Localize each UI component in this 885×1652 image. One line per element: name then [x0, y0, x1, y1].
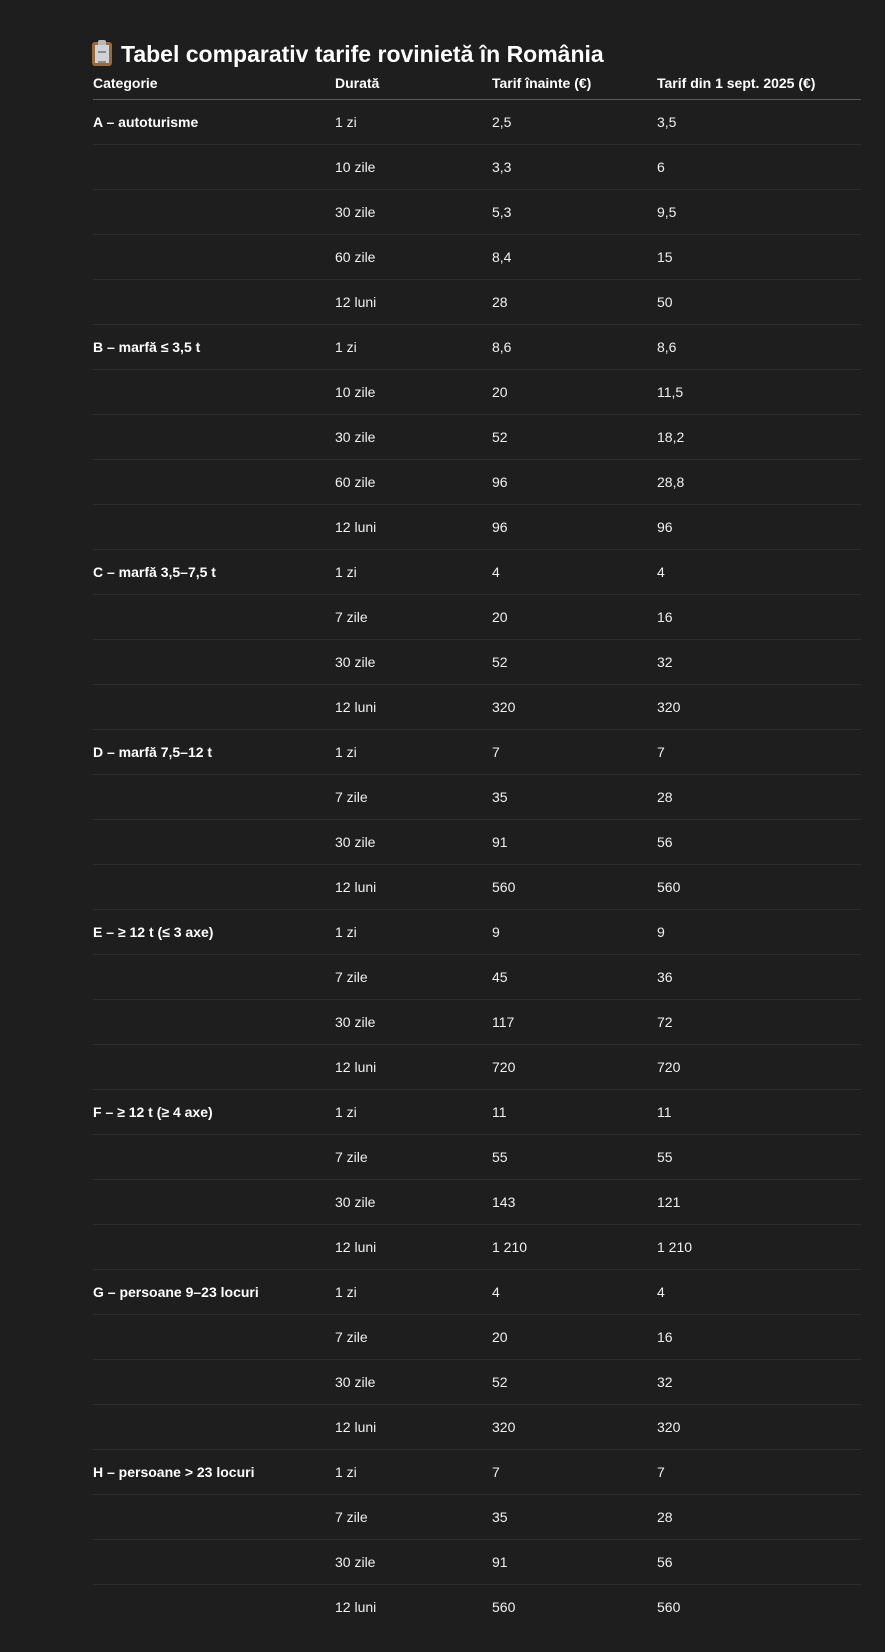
new-tariff-cell: 3,5	[657, 114, 677, 130]
old-tariff-cell: 28	[492, 280, 657, 325]
old-tariff-cell: 4	[492, 1270, 657, 1315]
column-header-category: Categorie	[93, 67, 335, 100]
duration-cell: 10 zile	[335, 370, 492, 415]
old-tariff-cell: 11	[492, 1090, 657, 1135]
duration-cell: 1 zi	[335, 910, 492, 955]
table-row	[93, 685, 861, 730]
category-cell	[93, 415, 335, 460]
category-cell	[93, 235, 335, 280]
table-row	[93, 1045, 861, 1090]
old-tariff-cell: 20	[492, 1315, 657, 1360]
duration-cell: 30 zile	[335, 190, 492, 235]
table-row	[93, 145, 861, 190]
category-cell	[93, 145, 335, 190]
old-tariff-cell: 8,6	[492, 325, 657, 370]
table-row	[93, 415, 861, 460]
table-row	[93, 1270, 861, 1315]
table-row	[93, 1585, 861, 1630]
old-tariff-cell: 5,3	[492, 190, 657, 235]
table-row	[93, 370, 861, 415]
table-row	[93, 1135, 861, 1180]
new-tariff-cell: 36	[657, 955, 861, 1000]
category-cell	[93, 955, 335, 1000]
new-tariff-cell: 16	[657, 1315, 861, 1360]
duration-cell: 7 zile	[335, 1495, 492, 1540]
duration-cell: 12 luni	[335, 280, 492, 325]
category-cell	[93, 370, 335, 415]
duration-cell: 30 zile	[335, 415, 492, 460]
old-tariff-cell: 7	[492, 1450, 657, 1495]
new-tariff-cell: 32	[657, 1360, 861, 1405]
duration-cell: 7 zile	[335, 1315, 492, 1360]
new-tariff-cell: 4	[657, 550, 861, 595]
new-tariff-cell: 560	[657, 1585, 861, 1630]
old-tariff-cell: 320	[492, 1405, 657, 1450]
duration-cell: 12 luni	[335, 1045, 492, 1090]
new-tariff-cell: 11	[657, 1090, 861, 1135]
duration-cell: 30 zile	[335, 1360, 492, 1405]
category-cell	[93, 1315, 335, 1360]
old-tariff-cell: 4	[492, 550, 657, 595]
duration-cell: 12 luni	[335, 1225, 492, 1270]
column-header-duration: Durată	[335, 67, 492, 100]
duration-cell: 12 luni	[335, 505, 492, 550]
old-tariff-cell: 20	[492, 595, 657, 640]
category-cell	[93, 1405, 335, 1450]
tariff-comparison-table	[93, 67, 861, 1629]
new-tariff-cell: 8,6	[657, 325, 861, 370]
table-row	[93, 1315, 861, 1360]
duration-cell: 12 luni	[335, 1585, 492, 1630]
category-cell	[93, 865, 335, 910]
table-row	[93, 1180, 861, 1225]
new-tariff-cell: 7	[657, 730, 861, 775]
table-row	[93, 505, 861, 550]
new-tariff-cell: 72	[657, 1000, 861, 1045]
duration-cell: 1 zi	[335, 1450, 492, 1495]
duration-cell: 12 luni	[335, 1405, 492, 1450]
new-tariff-cell: 560	[657, 865, 861, 910]
old-tariff-cell: 52	[492, 640, 657, 685]
duration-cell: 60 zile	[335, 235, 492, 280]
table-row	[93, 595, 861, 640]
duration-cell: 30 zile	[335, 820, 492, 865]
table-row	[93, 1090, 861, 1135]
old-tariff-cell: 8,4	[492, 235, 657, 280]
category-cell: C – marfă 3,5–7,5 t	[93, 550, 335, 595]
old-tariff-cell: 3,3	[492, 145, 657, 190]
category-cell	[93, 460, 335, 505]
new-tariff-cell: 9	[657, 910, 861, 955]
duration-cell: 30 zile	[335, 640, 492, 685]
duration-cell: 1 zi	[335, 730, 492, 775]
old-tariff-cell: 35	[492, 775, 657, 820]
category-cell: G – persoane 9–23 locuri	[93, 1270, 335, 1315]
new-tariff-cell: 32	[657, 640, 861, 685]
old-tariff-cell: 91	[492, 1540, 657, 1585]
category-cell	[93, 820, 335, 865]
duration-cell: 30 zile	[335, 1000, 492, 1045]
new-tariff-cell: 28,8	[657, 460, 861, 505]
old-tariff-cell: 1 210	[492, 1225, 657, 1270]
old-tariff-cell: 20	[492, 370, 657, 415]
category-cell	[93, 1360, 335, 1405]
new-tariff-cell: 320	[657, 1405, 861, 1450]
table-body	[93, 100, 861, 1630]
table-row	[93, 1405, 861, 1450]
old-tariff-cell: 720	[492, 1045, 657, 1090]
new-tariff-cell: 121	[657, 1180, 861, 1225]
category-cell	[93, 1180, 335, 1225]
old-tariff-cell: 96	[492, 505, 657, 550]
category-cell	[93, 1495, 335, 1540]
table-row	[93, 730, 861, 775]
duration-cell: 10 zile	[335, 145, 492, 190]
old-tariff-cell: 117	[492, 1000, 657, 1045]
old-tariff-cell: 52	[492, 1360, 657, 1405]
new-tariff-cell: 55	[657, 1135, 861, 1180]
new-tariff-cell: 56	[657, 1540, 861, 1585]
column-header-new-tariff: Tarif din 1 sept. 2025 (€)	[657, 67, 861, 100]
category-cell	[93, 595, 335, 640]
new-tariff-cell: 28	[657, 1495, 861, 1540]
new-tariff-cell: 28	[657, 775, 861, 820]
duration-cell: 30 zile	[335, 1540, 492, 1585]
duration-cell: 7 zile	[335, 1135, 492, 1180]
table-row	[93, 1540, 861, 1585]
header-row	[93, 67, 861, 100]
column-header-old-tariff: Tarif înainte (€)	[492, 67, 657, 100]
old-tariff-cell: 55	[492, 1135, 657, 1180]
page-title-text: Tabel comparativ tarife rovinietă în România	[121, 40, 604, 67]
category-cell	[93, 1000, 335, 1045]
table-row	[93, 1360, 861, 1405]
category-cell	[93, 685, 335, 730]
old-tariff-cell: 320	[492, 685, 657, 730]
new-tariff-cell: 6	[657, 145, 861, 190]
category-cell: E – ≥ 12 t (≤ 3 axe)	[93, 910, 335, 955]
new-tariff-cell: 15	[657, 235, 861, 280]
duration-cell: 30 zile	[335, 1180, 492, 1225]
new-tariff-cell: 96	[657, 505, 861, 550]
category-cell	[93, 1585, 335, 1630]
clipboard-icon	[92, 42, 112, 66]
duration-cell: 7 zile	[335, 775, 492, 820]
category-cell	[93, 505, 335, 550]
table-row	[93, 280, 861, 325]
category-cell	[93, 640, 335, 685]
table-row	[93, 1225, 861, 1270]
table-row	[93, 235, 861, 280]
new-tariff-cell: 18,2	[657, 415, 861, 460]
new-tariff-cell: 56	[657, 820, 861, 865]
category-cell: D – marfă 7,5–12 t	[93, 730, 335, 775]
category-cell: B – marfă ≤ 3,5 t	[93, 325, 335, 370]
duration-cell: 1 zi	[335, 1270, 492, 1315]
table-row	[93, 190, 861, 235]
new-tariff-cell: 7	[657, 1450, 861, 1495]
old-tariff-cell: 91	[492, 820, 657, 865]
old-tariff-cell: 2,5	[492, 114, 512, 130]
category-cell	[93, 1540, 335, 1585]
table-row	[93, 460, 861, 505]
category-cell	[93, 775, 335, 820]
new-tariff-cell: 50	[657, 280, 861, 325]
category-cell: A – autoturisme	[93, 114, 199, 130]
duration-cell: 1 zi	[335, 1090, 492, 1135]
duration-cell: 1 zi	[335, 550, 492, 595]
table-header	[93, 67, 861, 100]
old-tariff-cell: 45	[492, 955, 657, 1000]
new-tariff-cell: 11,5	[657, 370, 861, 415]
category-cell	[93, 280, 335, 325]
old-tariff-cell: 143	[492, 1180, 657, 1225]
duration-cell: 12 luni	[335, 865, 492, 910]
new-tariff-cell: 4	[657, 1270, 861, 1315]
old-tariff-cell: 560	[492, 865, 657, 910]
table-row	[93, 550, 861, 595]
table-row	[93, 955, 861, 1000]
table-row	[93, 640, 861, 685]
new-tariff-cell: 16	[657, 595, 861, 640]
table-row	[93, 1495, 861, 1540]
duration-cell: 7 zile	[335, 595, 492, 640]
table-row	[93, 1000, 861, 1045]
table-row	[93, 775, 861, 820]
category-cell	[93, 1045, 335, 1090]
old-tariff-cell: 52	[492, 415, 657, 460]
table-row	[93, 100, 861, 145]
new-tariff-cell: 1 210	[657, 1225, 861, 1270]
duration-cell: 7 zile	[335, 955, 492, 1000]
duration-cell: 1 zi	[335, 325, 492, 370]
category-cell: H – persoane > 23 locuri	[93, 1450, 335, 1495]
category-cell	[93, 190, 335, 235]
new-tariff-cell: 9,5	[657, 190, 861, 235]
duration-cell: 12 luni	[335, 685, 492, 730]
duration-cell: 1 zi	[335, 114, 357, 130]
old-tariff-cell: 96	[492, 460, 657, 505]
new-tariff-cell: 320	[657, 685, 861, 730]
old-tariff-cell: 35	[492, 1495, 657, 1540]
table-row	[93, 865, 861, 910]
table-row	[93, 910, 861, 955]
table-row	[93, 325, 861, 370]
old-tariff-cell: 7	[492, 730, 657, 775]
category-cell: F – ≥ 12 t (≥ 4 axe)	[93, 1090, 335, 1135]
new-tariff-cell: 720	[657, 1045, 861, 1090]
category-cell	[93, 1225, 335, 1270]
table-row	[93, 820, 861, 865]
table-row	[93, 1450, 861, 1495]
category-cell	[93, 1135, 335, 1180]
duration-cell: 60 zile	[335, 460, 492, 505]
old-tariff-cell: 560	[492, 1585, 657, 1630]
old-tariff-cell: 9	[492, 910, 657, 955]
